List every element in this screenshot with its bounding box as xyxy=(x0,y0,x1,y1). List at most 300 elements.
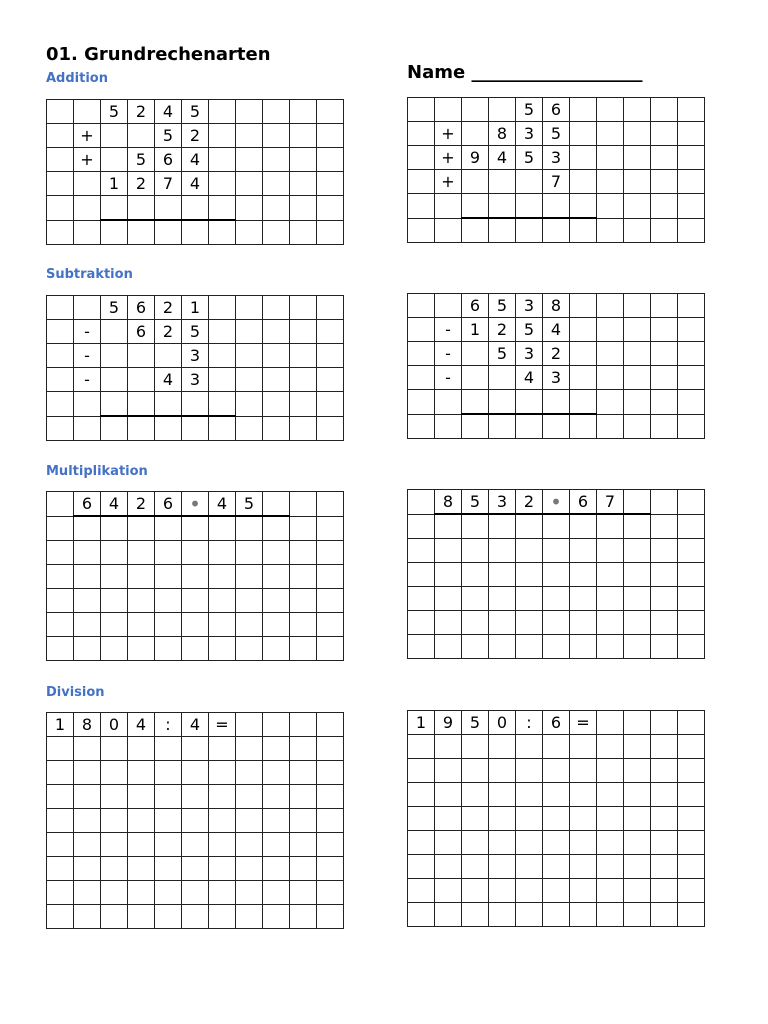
grid-cell[interactable]: 5 xyxy=(182,320,209,344)
grid-cell[interactable] xyxy=(155,809,182,833)
grid-cell[interactable] xyxy=(489,98,516,122)
grid-cell[interactable] xyxy=(317,320,344,344)
grid-cell[interactable]: 0 xyxy=(489,711,516,735)
grid-cell[interactable] xyxy=(182,565,209,589)
grid-cell[interactable] xyxy=(263,761,290,785)
grid-cell[interactable] xyxy=(101,344,128,368)
grid-cell[interactable] xyxy=(317,761,344,785)
grid-cell[interactable]: 7 xyxy=(155,172,182,196)
grid-cell[interactable] xyxy=(597,414,624,439)
grid-cell[interactable] xyxy=(101,857,128,881)
grid-cell[interactable] xyxy=(47,100,74,124)
grid-cell[interactable] xyxy=(651,831,678,855)
grid-cell[interactable] xyxy=(263,613,290,637)
grid-cell[interactable] xyxy=(47,172,74,196)
grid-cell[interactable] xyxy=(155,541,182,565)
grid-cell[interactable]: - xyxy=(74,344,101,368)
grid-cell[interactable] xyxy=(624,98,651,122)
grid-cell[interactable] xyxy=(489,539,516,563)
grid-cell[interactable] xyxy=(651,122,678,146)
grid-cell[interactable] xyxy=(570,903,597,927)
grid-cell[interactable] xyxy=(317,613,344,637)
grid-cell[interactable] xyxy=(678,318,705,342)
grid-cell[interactable] xyxy=(182,613,209,637)
grid-cell[interactable] xyxy=(209,857,236,881)
grid-cell[interactable] xyxy=(236,124,263,148)
grid-cell[interactable]: = xyxy=(209,713,236,737)
grid-cell[interactable]: 6 xyxy=(543,98,570,122)
grid-cell[interactable] xyxy=(435,218,462,243)
grid-cell[interactable] xyxy=(47,637,74,661)
grid-cell[interactable] xyxy=(678,831,705,855)
grid-cell[interactable] xyxy=(462,783,489,807)
grid-cell[interactable] xyxy=(182,196,209,221)
grid-cell[interactable] xyxy=(462,122,489,146)
grid-cell[interactable] xyxy=(489,783,516,807)
grid-cell[interactable] xyxy=(516,735,543,759)
grid-cell[interactable] xyxy=(570,342,597,366)
grid-cell[interactable] xyxy=(290,541,317,565)
grid-cell[interactable]: 9 xyxy=(435,711,462,735)
grid-cell[interactable] xyxy=(47,416,74,441)
grid-cell[interactable] xyxy=(408,831,435,855)
grid-cell[interactable] xyxy=(182,761,209,785)
grid-cell[interactable]: 5 xyxy=(101,100,128,124)
grid-cell[interactable] xyxy=(624,490,651,515)
grid-cell[interactable] xyxy=(570,611,597,635)
grid-cell[interactable]: - xyxy=(435,318,462,342)
grid-cell[interactable] xyxy=(290,296,317,320)
grid-cell[interactable] xyxy=(624,711,651,735)
grid-cell[interactable] xyxy=(236,516,263,541)
grid-cell[interactable]: + xyxy=(74,124,101,148)
grid-cell[interactable] xyxy=(570,414,597,439)
grid-cell[interactable] xyxy=(101,785,128,809)
grid-cell[interactable] xyxy=(182,416,209,441)
grid-cell[interactable] xyxy=(408,587,435,611)
grid-cell[interactable]: 6 xyxy=(74,492,101,517)
grid-cell[interactable] xyxy=(263,492,290,517)
grid-cell[interactable]: 4 xyxy=(155,100,182,124)
grid-cell[interactable] xyxy=(74,296,101,320)
grid-cell[interactable] xyxy=(47,220,74,245)
grid-cell[interactable] xyxy=(543,855,570,879)
grid-cell[interactable] xyxy=(678,342,705,366)
grid-cell[interactable] xyxy=(678,514,705,539)
grid-cell[interactable] xyxy=(651,563,678,587)
grid-cell[interactable] xyxy=(317,737,344,761)
grid-cell[interactable] xyxy=(101,905,128,929)
grid-cell[interactable] xyxy=(182,905,209,929)
grid-cell[interactable] xyxy=(516,903,543,927)
grid-cell[interactable] xyxy=(317,148,344,172)
grid-cell[interactable] xyxy=(155,392,182,417)
grid-cell[interactable] xyxy=(408,194,435,219)
grid-cell[interactable] xyxy=(408,490,435,515)
grid-cell[interactable] xyxy=(624,146,651,170)
grid-cell[interactable] xyxy=(155,613,182,637)
grid-cell[interactable] xyxy=(101,613,128,637)
grid-cell[interactable] xyxy=(155,344,182,368)
grid-cell[interactable] xyxy=(47,516,74,541)
grid-cell[interactable] xyxy=(290,392,317,417)
grid-cell[interactable] xyxy=(462,807,489,831)
grid-cell[interactable]: 5 xyxy=(516,318,543,342)
grid-cell[interactable] xyxy=(435,587,462,611)
grid-cell[interactable]: + xyxy=(435,146,462,170)
grid-cell[interactable] xyxy=(47,344,74,368)
grid-cell[interactable] xyxy=(516,218,543,243)
grid-cell[interactable]: 4 xyxy=(101,492,128,517)
grid-cell[interactable]: 4 xyxy=(516,366,543,390)
grid-cell[interactable] xyxy=(128,368,155,392)
grid-cell[interactable] xyxy=(597,366,624,390)
grid-cell[interactable] xyxy=(678,611,705,635)
grid-cell[interactable] xyxy=(651,318,678,342)
grid-cell[interactable] xyxy=(624,170,651,194)
grid-cell[interactable] xyxy=(624,414,651,439)
grid-cell[interactable] xyxy=(290,589,317,613)
grid-cell[interactable]: 8 xyxy=(435,490,462,515)
grid-cell[interactable] xyxy=(290,857,317,881)
grid-cell[interactable]: 1 xyxy=(47,713,74,737)
grid-cell[interactable] xyxy=(597,831,624,855)
grid-cell[interactable] xyxy=(155,857,182,881)
grid-cell[interactable] xyxy=(435,903,462,927)
grid-cell[interactable] xyxy=(209,320,236,344)
grid-cell[interactable] xyxy=(651,366,678,390)
grid-cell[interactable] xyxy=(624,122,651,146)
grid-cell[interactable] xyxy=(489,855,516,879)
grid-cell[interactable] xyxy=(47,761,74,785)
grid-cell[interactable] xyxy=(74,785,101,809)
grid-cell[interactable] xyxy=(570,170,597,194)
grid-cell[interactable]: 2 xyxy=(128,492,155,517)
grid-cell[interactable] xyxy=(182,737,209,761)
grid-cell[interactable] xyxy=(317,565,344,589)
grid-cell[interactable]: 2 xyxy=(489,318,516,342)
grid-cell[interactable] xyxy=(263,196,290,221)
grid-cell[interactable] xyxy=(516,831,543,855)
grid-cell[interactable]: 1 xyxy=(101,172,128,196)
grid-cell[interactable] xyxy=(435,539,462,563)
grid-cell[interactable] xyxy=(209,516,236,541)
grid-cell[interactable]: 4 xyxy=(182,148,209,172)
grid-cell[interactable] xyxy=(678,146,705,170)
grid-cell[interactable] xyxy=(101,809,128,833)
grid-cell[interactable] xyxy=(408,539,435,563)
grid-cell[interactable] xyxy=(516,783,543,807)
grid-cell[interactable] xyxy=(543,879,570,903)
grid-cell[interactable] xyxy=(290,320,317,344)
grid-cell[interactable] xyxy=(624,514,651,539)
grid-cell[interactable] xyxy=(516,414,543,439)
grid-cell[interactable] xyxy=(597,390,624,415)
grid-cell[interactable] xyxy=(651,414,678,439)
grid-cell[interactable] xyxy=(209,541,236,565)
grid-cell[interactable] xyxy=(570,807,597,831)
grid-cell[interactable] xyxy=(47,148,74,172)
grid-cell[interactable] xyxy=(543,194,570,219)
grid-cell[interactable]: : xyxy=(516,711,543,735)
grid-cell[interactable] xyxy=(570,194,597,219)
grid-cell[interactable] xyxy=(290,516,317,541)
grid-cell[interactable] xyxy=(263,809,290,833)
grid-cell[interactable] xyxy=(435,514,462,539)
grid-cell[interactable] xyxy=(489,563,516,587)
grid-cell[interactable] xyxy=(263,172,290,196)
grid-cell[interactable] xyxy=(489,611,516,635)
grid-cell[interactable] xyxy=(435,194,462,219)
grid-cell[interactable] xyxy=(678,855,705,879)
grid-cell[interactable] xyxy=(182,392,209,417)
grid-cell[interactable] xyxy=(290,737,317,761)
grid-cell[interactable] xyxy=(489,366,516,390)
grid-cell[interactable] xyxy=(47,392,74,417)
grid-cell[interactable]: 1 xyxy=(182,296,209,320)
grid-cell[interactable] xyxy=(435,611,462,635)
grid-cell[interactable] xyxy=(290,492,317,517)
grid-cell[interactable] xyxy=(101,320,128,344)
grid-cell[interactable] xyxy=(209,344,236,368)
grid-cell[interactable] xyxy=(597,514,624,539)
grid-cell[interactable] xyxy=(651,490,678,515)
grid-cell[interactable] xyxy=(317,416,344,441)
grid-cell[interactable] xyxy=(489,170,516,194)
grid-cell[interactable] xyxy=(651,635,678,659)
grid-cell[interactable] xyxy=(47,589,74,613)
grid-cell[interactable] xyxy=(597,783,624,807)
grid-cell[interactable] xyxy=(209,589,236,613)
grid-cell[interactable] xyxy=(74,516,101,541)
grid-cell[interactable] xyxy=(435,563,462,587)
grid-cell[interactable] xyxy=(263,833,290,857)
grid-cell[interactable] xyxy=(516,759,543,783)
grid-cell[interactable] xyxy=(74,905,101,929)
grid-cell[interactable] xyxy=(263,737,290,761)
grid-cell[interactable] xyxy=(678,414,705,439)
grid-cell[interactable]: • xyxy=(182,492,209,517)
grid-cell[interactable]: 3 xyxy=(516,122,543,146)
grid-cell[interactable]: - xyxy=(435,342,462,366)
grid-cell[interactable] xyxy=(317,344,344,368)
grid-cell[interactable]: 9 xyxy=(462,146,489,170)
grid-cell[interactable] xyxy=(236,857,263,881)
grid-cell[interactable] xyxy=(408,342,435,366)
grid-cell[interactable] xyxy=(408,390,435,415)
grid-cell[interactable] xyxy=(462,735,489,759)
grid-cell[interactable] xyxy=(236,637,263,661)
grid-cell[interactable] xyxy=(155,905,182,929)
grid-cell[interactable] xyxy=(462,342,489,366)
grid-cell[interactable] xyxy=(128,416,155,441)
grid-cell[interactable] xyxy=(155,516,182,541)
grid-cell[interactable] xyxy=(408,514,435,539)
grid-cell[interactable] xyxy=(74,220,101,245)
grid-cell[interactable] xyxy=(263,881,290,905)
grid-cell[interactable] xyxy=(209,637,236,661)
grid-cell[interactable] xyxy=(678,783,705,807)
grid-cell[interactable] xyxy=(516,587,543,611)
grid-cell[interactable] xyxy=(74,613,101,637)
grid-cell[interactable] xyxy=(209,100,236,124)
grid-cell[interactable] xyxy=(236,613,263,637)
grid-cell[interactable] xyxy=(435,759,462,783)
grid-cell[interactable] xyxy=(290,881,317,905)
grid-cell[interactable] xyxy=(408,98,435,122)
grid-cell[interactable] xyxy=(624,735,651,759)
grid-cell[interactable]: 2 xyxy=(128,100,155,124)
grid-cell[interactable] xyxy=(236,148,263,172)
grid-cell[interactable] xyxy=(408,414,435,439)
grid-cell[interactable] xyxy=(624,759,651,783)
grid-cell[interactable] xyxy=(651,342,678,366)
grid-cell[interactable] xyxy=(651,735,678,759)
grid-cell[interactable] xyxy=(155,785,182,809)
grid-cell[interactable] xyxy=(236,296,263,320)
grid-cell[interactable] xyxy=(74,881,101,905)
grid-cell[interactable] xyxy=(678,735,705,759)
grid-cell[interactable] xyxy=(290,368,317,392)
grid-cell[interactable] xyxy=(651,514,678,539)
grid-cell[interactable]: 5 xyxy=(489,342,516,366)
grid-cell[interactable] xyxy=(290,809,317,833)
grid-cell[interactable]: - xyxy=(74,320,101,344)
grid-cell[interactable]: 7 xyxy=(543,170,570,194)
grid-cell[interactable] xyxy=(462,366,489,390)
grid-cell[interactable] xyxy=(678,366,705,390)
grid-cell[interactable] xyxy=(624,635,651,659)
grid-cell[interactable] xyxy=(209,368,236,392)
grid-cell[interactable] xyxy=(408,563,435,587)
grid-cell[interactable]: 5 xyxy=(516,146,543,170)
grid-cell[interactable] xyxy=(263,220,290,245)
grid-cell[interactable] xyxy=(128,541,155,565)
grid-cell[interactable] xyxy=(128,565,155,589)
grid-cell[interactable] xyxy=(182,220,209,245)
grid-cell[interactable] xyxy=(47,320,74,344)
grid-cell[interactable] xyxy=(101,368,128,392)
grid-cell[interactable] xyxy=(209,172,236,196)
grid-cell[interactable] xyxy=(47,296,74,320)
grid-cell[interactable] xyxy=(435,390,462,415)
grid-cell[interactable] xyxy=(209,809,236,833)
grid-cell[interactable] xyxy=(317,589,344,613)
grid-cell[interactable] xyxy=(570,98,597,122)
grid-cell[interactable] xyxy=(74,589,101,613)
grid-cell[interactable] xyxy=(128,344,155,368)
grid-cell[interactable] xyxy=(317,905,344,929)
grid-cell[interactable] xyxy=(74,392,101,417)
grid-cell[interactable]: 5 xyxy=(462,711,489,735)
grid-cell[interactable]: 5 xyxy=(236,492,263,517)
grid-cell[interactable]: 1 xyxy=(408,711,435,735)
grid-cell[interactable] xyxy=(651,587,678,611)
grid-cell[interactable]: 2 xyxy=(155,320,182,344)
grid-cell[interactable] xyxy=(101,833,128,857)
grid-cell[interactable] xyxy=(236,344,263,368)
grid-cell[interactable] xyxy=(47,785,74,809)
grid-cell[interactable] xyxy=(516,879,543,903)
grid-cell[interactable] xyxy=(516,390,543,415)
grid-cell[interactable] xyxy=(597,611,624,635)
grid-cell[interactable]: 5 xyxy=(182,100,209,124)
grid-cell[interactable]: 5 xyxy=(128,148,155,172)
grid-cell[interactable] xyxy=(128,196,155,221)
grid-cell[interactable]: 2 xyxy=(543,342,570,366)
grid-cell[interactable] xyxy=(128,516,155,541)
grid-cell[interactable] xyxy=(47,905,74,929)
grid-cell[interactable] xyxy=(74,637,101,661)
grid-cell[interactable]: - xyxy=(435,366,462,390)
grid-cell[interactable] xyxy=(651,146,678,170)
grid-cell[interactable] xyxy=(624,318,651,342)
grid-cell[interactable] xyxy=(651,98,678,122)
grid-cell[interactable] xyxy=(570,514,597,539)
grid-cell[interactable] xyxy=(74,196,101,221)
grid-cell[interactable] xyxy=(101,196,128,221)
grid-cell[interactable] xyxy=(489,903,516,927)
grid-cell[interactable] xyxy=(263,100,290,124)
grid-cell[interactable] xyxy=(678,635,705,659)
grid-cell[interactable] xyxy=(516,807,543,831)
grid-cell[interactable] xyxy=(47,368,74,392)
grid-cell[interactable] xyxy=(263,344,290,368)
grid-cell[interactable] xyxy=(597,294,624,318)
grid-cell[interactable] xyxy=(651,170,678,194)
grid-cell[interactable] xyxy=(317,785,344,809)
grid-cell[interactable] xyxy=(624,218,651,243)
grid-cell[interactable] xyxy=(489,194,516,219)
grid-cell[interactable] xyxy=(516,635,543,659)
grid-cell[interactable] xyxy=(597,879,624,903)
grid-cell[interactable] xyxy=(182,881,209,905)
grid-cell[interactable] xyxy=(317,196,344,221)
grid-cell[interactable] xyxy=(236,881,263,905)
grid-cell[interactable] xyxy=(155,737,182,761)
grid-cell[interactable] xyxy=(408,903,435,927)
grid-cell[interactable] xyxy=(489,218,516,243)
grid-cell[interactable] xyxy=(290,833,317,857)
grid-cell[interactable] xyxy=(236,905,263,929)
grid-cell[interactable] xyxy=(155,416,182,441)
grid-cell[interactable] xyxy=(543,831,570,855)
grid-cell[interactable] xyxy=(263,565,290,589)
grid-cell[interactable] xyxy=(597,563,624,587)
grid-cell[interactable] xyxy=(182,785,209,809)
grid-cell[interactable] xyxy=(101,220,128,245)
grid-cell[interactable] xyxy=(597,146,624,170)
grid-cell[interactable]: 8 xyxy=(489,122,516,146)
grid-cell[interactable] xyxy=(128,809,155,833)
grid-cell[interactable] xyxy=(435,879,462,903)
grid-cell[interactable] xyxy=(597,903,624,927)
grid-cell[interactable] xyxy=(543,414,570,439)
grid-cell[interactable] xyxy=(101,516,128,541)
grid-cell[interactable]: 6 xyxy=(155,492,182,517)
grid-cell[interactable] xyxy=(678,587,705,611)
grid-cell[interactable] xyxy=(651,807,678,831)
grid-cell[interactable] xyxy=(597,318,624,342)
grid-cell[interactable] xyxy=(543,783,570,807)
grid-cell[interactable] xyxy=(182,541,209,565)
grid-cell[interactable] xyxy=(624,539,651,563)
grid-cell[interactable] xyxy=(435,635,462,659)
grid-cell[interactable] xyxy=(263,368,290,392)
grid-cell[interactable] xyxy=(462,218,489,243)
grid-cell[interactable] xyxy=(236,713,263,737)
grid-cell[interactable] xyxy=(263,148,290,172)
